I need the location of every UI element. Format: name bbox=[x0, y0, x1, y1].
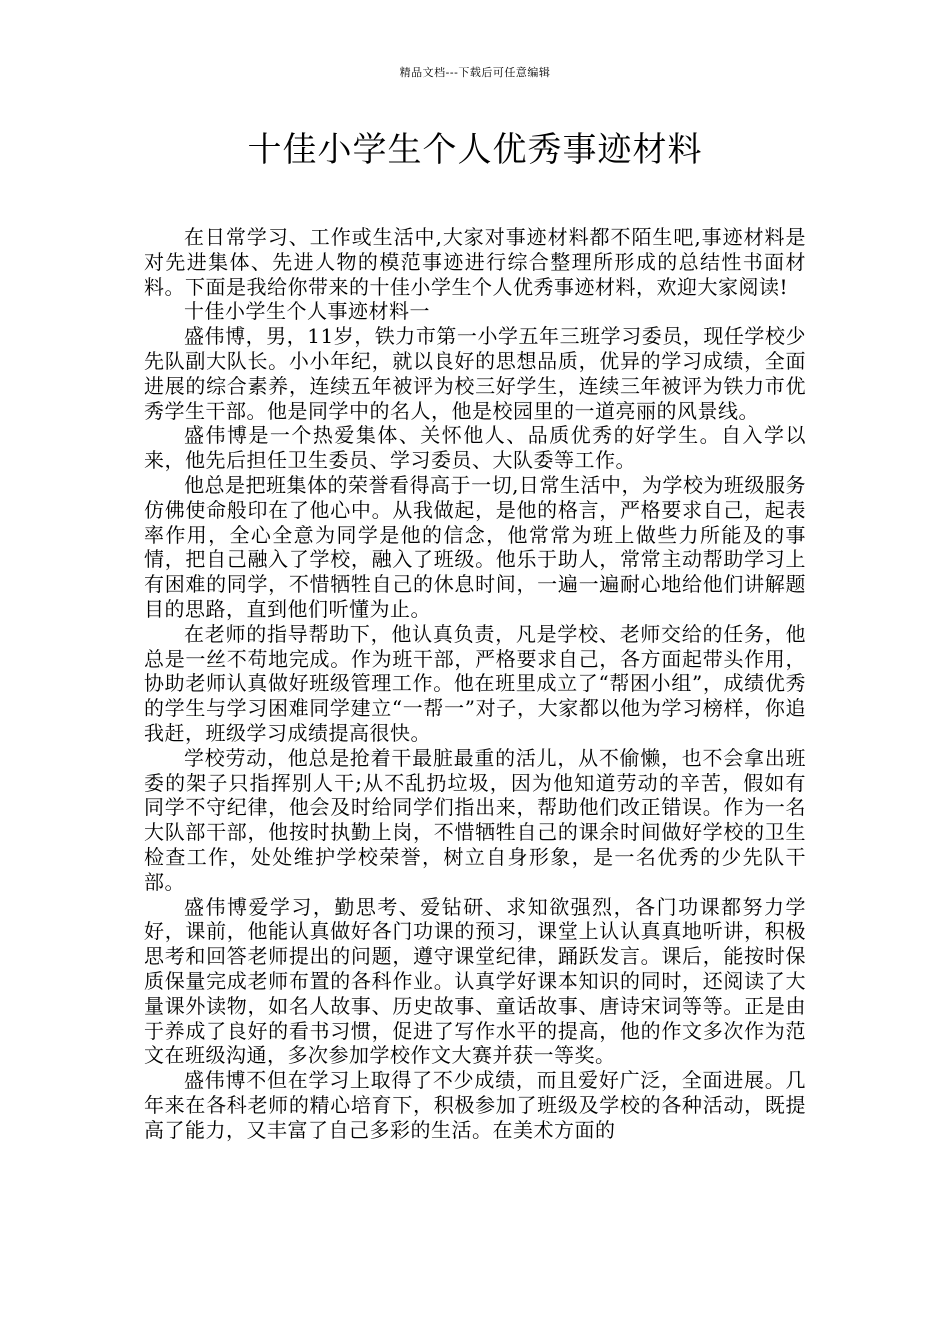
document-title: 十佳小学生个人优秀事迹材料 bbox=[247, 130, 703, 170]
paragraph-intro: 在日常学习、工作或生活中,大家对事迹材料都不陌生吧,事迹材料是对先进集体、先进人物的模范事迹进行综合整理所形成的总结性书面材料。下面是我给你带来的十佳小学生个人优秀事迹材料，欢迎大家阅读! bbox=[144, 225, 806, 299]
paragraph: 在老师的指导帮助下，他认真负责，凡是学校、老师交给的任务，他总是一丝不苟地完成。作为班干部，严格要求自己，各方面起带头作用，协助老师认真做好班级管理工作。他在班里成立了“帮困小组”，成绩优秀的学生与学习困难同学建立“一帮一”对子，大家都以他为学习榜样，你追我赶，班级学习成绩提高很快。 bbox=[144, 621, 806, 745]
paragraph: 他总是把班集体的荣誉看得高于一切,日常生活中，为学校为班级服务仿佛使命般印在了他心中。从我做起，是他的格言，严格要求自己，起表率作用，全心全意为同学是他的信念，他常常为班上做些力所能及的事情，把自己融入了学校，融入了班级。他乐于助人，常常主动帮助学习上有困难的同学，不惜牺牲自己的休息时间，一遍一遍耐心地给他们讲解题目的思路，直到他们听懂为止。 bbox=[144, 472, 806, 621]
paragraph: 盛伟博不但在学习上取得了不少成绩，而且爱好广泛，全面进展。几年来在各科老师的精心培育下，积极参加了班级及学校的各种活动，既提高了能力，又丰富了自己多彩的生活。在美术方面的 bbox=[144, 1068, 806, 1142]
paragraph: 盛伟博爱学习，勤思考、爱钻研、求知欲强烈，各门功课都努力学好，课前，他能认真做好各门功课的预习，课堂上认认真真地听讲，积极思考和回答老师提出的问题，遵守课堂纪律，踊跃发言。课后，能按时保质保量完成老师布置的各科作业。认真学好课本知识的同时，还阅读了大量课外读物，如名人故事、历史故事、童话故事、唐诗宋词等等。正是由于养成了良好的看书习惯，促进了写作水平的提高，他的作文多次作为范文在班级沟通，多次参加学校作文大赛并获一等奖。 bbox=[144, 894, 806, 1068]
paragraph: 盛伟博是一个热爱集体、关怀他人、品质优秀的好学生。自入学以来，他先后担任卫生委员、学习委员、大队委等工作。 bbox=[144, 423, 806, 473]
header-note: 精品文档---下载后可任意编辑 bbox=[399, 66, 551, 79]
section-heading: 十佳小学生个人事迹材料一 bbox=[184, 299, 430, 324]
paragraph: 盛伟博，男，11岁，铁力市第一小学五年三班学习委员，现任学校少先队副大队长。小小年纪，就以良好的思想品质，优异的学习成绩，全面进展的综合素养，连续五年被评为校三好学生，连续三年被评为铁力市优秀学生干部。他是同学中的名人，他是校园里的一道亮丽的风景线。 bbox=[144, 324, 806, 423]
document-body bbox=[144, 225, 806, 1142]
paragraph: 学校劳动，他总是抢着干最脏最重的活儿，从不偷懒，也不会拿出班委的架子只指挥别人干;从不乱扔垃圾，因为他知道劳动的辛苦，假如有同学不守纪律，他会及时给同学们指出来，帮助他们改正错误。作为一名大队部干部，他按时执勤上岗，不惜牺牲自己的课余时间做好学校的卫生检查工作，处处维护学校荣誉，树立自身形象，是一名优秀的少先队干部。 bbox=[144, 745, 806, 894]
